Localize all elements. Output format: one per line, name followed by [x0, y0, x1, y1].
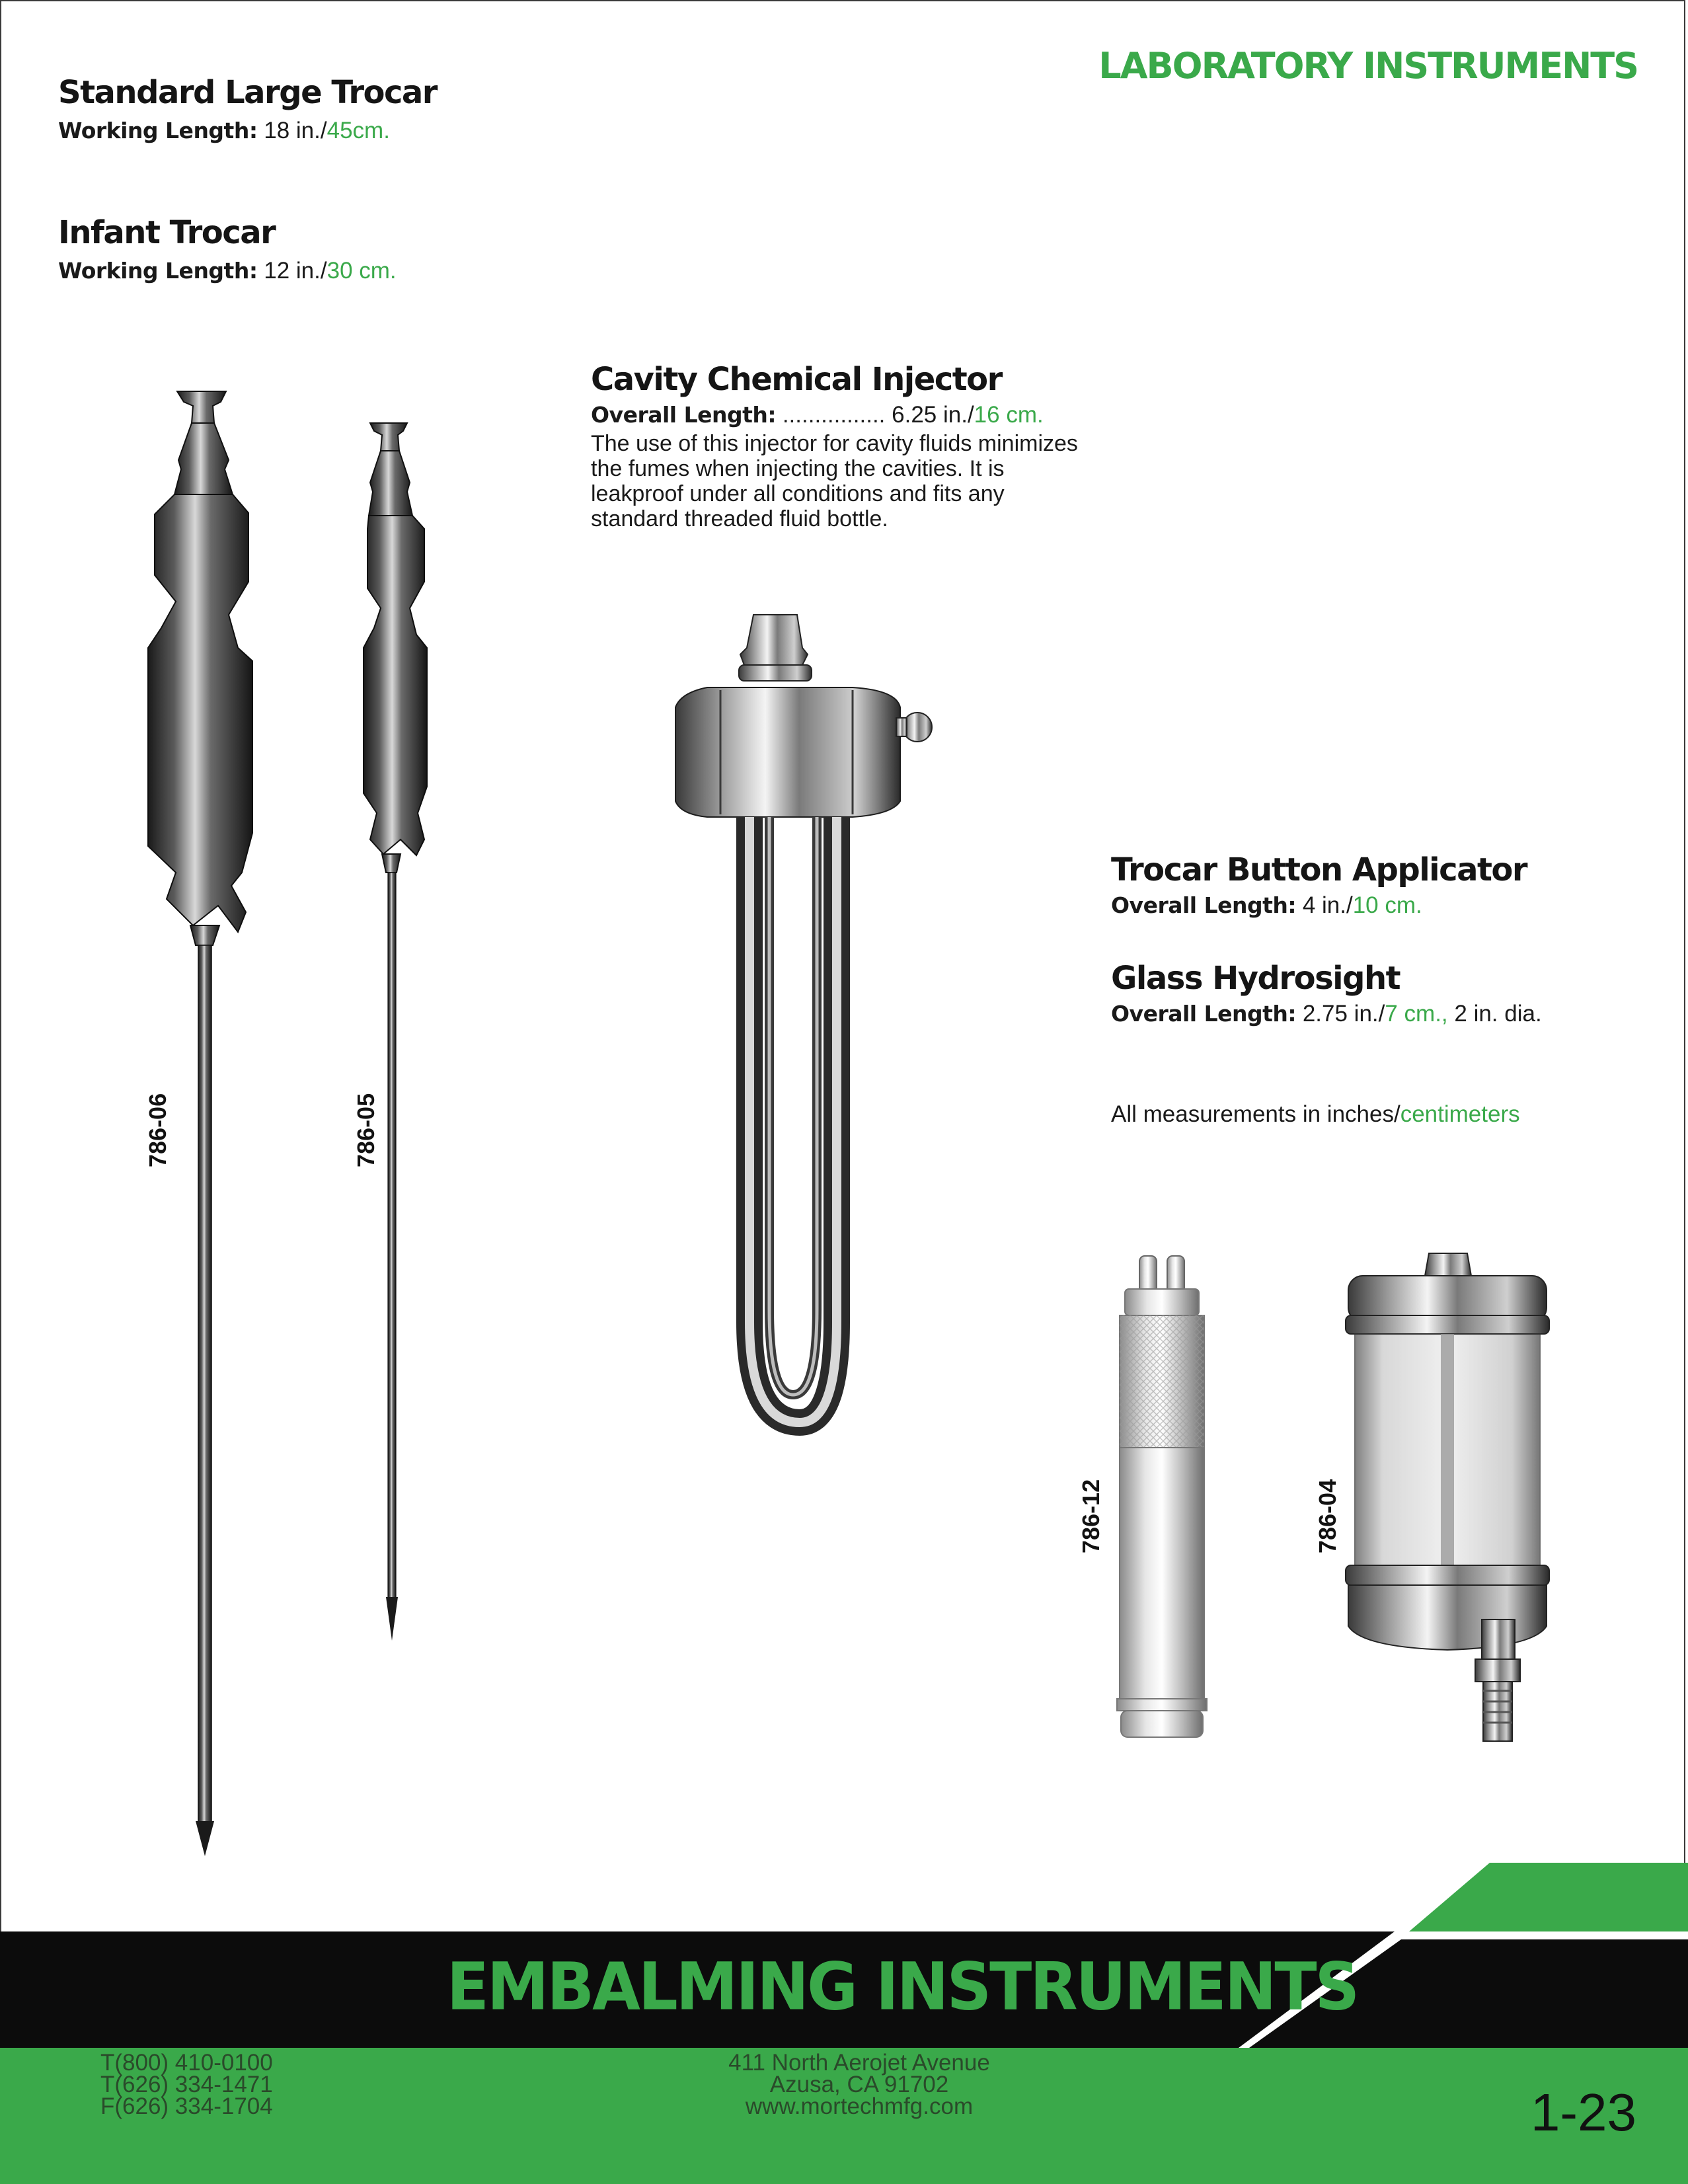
- product-title-hydrosight: Glass Hydrosight: [1111, 960, 1400, 997]
- footer-address: [661, 2052, 1057, 2117]
- product-title-button-applicator: Trocar Button Applicator: [1111, 851, 1527, 888]
- spec-label: Working Length:: [58, 258, 258, 284]
- spec-inches: 4 in./: [1296, 892, 1353, 918]
- address-city: Azusa, CA 91702: [769, 2072, 949, 2097]
- part-number-786-06: 786-06: [144, 1093, 171, 1167]
- product-title-infant-trocar: Infant Trocar: [58, 214, 276, 251]
- spec-dots: ................: [776, 402, 886, 428]
- note-prefix: All measurements in inches/: [1111, 1101, 1400, 1127]
- spec-centimeters: 45cm.: [326, 118, 390, 143]
- spec-label: Overall Length:: [591, 402, 777, 428]
- injector-description: The use of this injector for cavity fluids minimizes the fumes when injecting the cavities. It is leakproof under all conditions and fits any standard threaded fluid bottle.: [591, 431, 1078, 531]
- spec-label: Overall Length:: [1111, 892, 1297, 918]
- product-title-injector: Cavity Chemical Injector: [591, 361, 1002, 398]
- footer-phones: [100, 2052, 273, 2117]
- spec-infant-trocar: [58, 258, 397, 284]
- spec-label: Overall Length:: [1111, 1001, 1297, 1027]
- spec-diameter: 2 in. dia.: [1447, 1001, 1542, 1027]
- spec-hydrosight: [1111, 1001, 1542, 1027]
- phone-tollfree: T(800) 410-0100: [100, 2050, 273, 2076]
- button-applicator-image: [1110, 1249, 1216, 1745]
- note-suffix: centimeters: [1400, 1101, 1520, 1127]
- fax-number: F(626) 334-1704: [100, 2093, 273, 2119]
- footer-banner-title: EMBALMING INSTRUMENTS: [446, 1949, 1358, 2025]
- spec-inches: 6.25 in./: [885, 402, 974, 428]
- product-title-standard-trocar: Standard Large Trocar: [58, 74, 437, 111]
- spec-centimeters: 7 cm.,: [1385, 1001, 1448, 1027]
- spec-injector: [591, 402, 1044, 428]
- spec-button-applicator: [1111, 892, 1422, 919]
- injector-image: [668, 608, 945, 1428]
- website-link[interactable]: www.mortechmfg.com: [745, 2093, 974, 2119]
- part-number-786-05: 786-05: [352, 1093, 379, 1167]
- spec-centimeters: 10 cm.: [1352, 892, 1422, 918]
- spec-centimeters: 30 cm.: [326, 258, 397, 284]
- address-street: 411 North Aerojet Avenue: [728, 2050, 990, 2076]
- measurement-note: [1111, 1101, 1520, 1128]
- category-heading: LABORATORY INSTRUMENTS: [1098, 45, 1638, 87]
- page-number: 1-23: [1530, 2083, 1636, 2142]
- spec-standard-trocar: [58, 118, 390, 144]
- spec-centimeters: 16 cm.: [974, 402, 1044, 428]
- spec-inches: 12 in./: [257, 258, 327, 284]
- spec-label: Working Length:: [58, 118, 258, 143]
- spec-inches: 18 in./: [257, 118, 327, 143]
- hydrosight-image: [1335, 1249, 1560, 1752]
- infant-trocar-image: [350, 416, 449, 1646]
- spec-inches: 2.75 in./: [1296, 1001, 1385, 1027]
- phone-local: T(626) 334-1471: [100, 2072, 273, 2097]
- part-number-786-04: 786-04: [1314, 1479, 1341, 1553]
- part-number-786-12: 786-12: [1077, 1479, 1104, 1553]
